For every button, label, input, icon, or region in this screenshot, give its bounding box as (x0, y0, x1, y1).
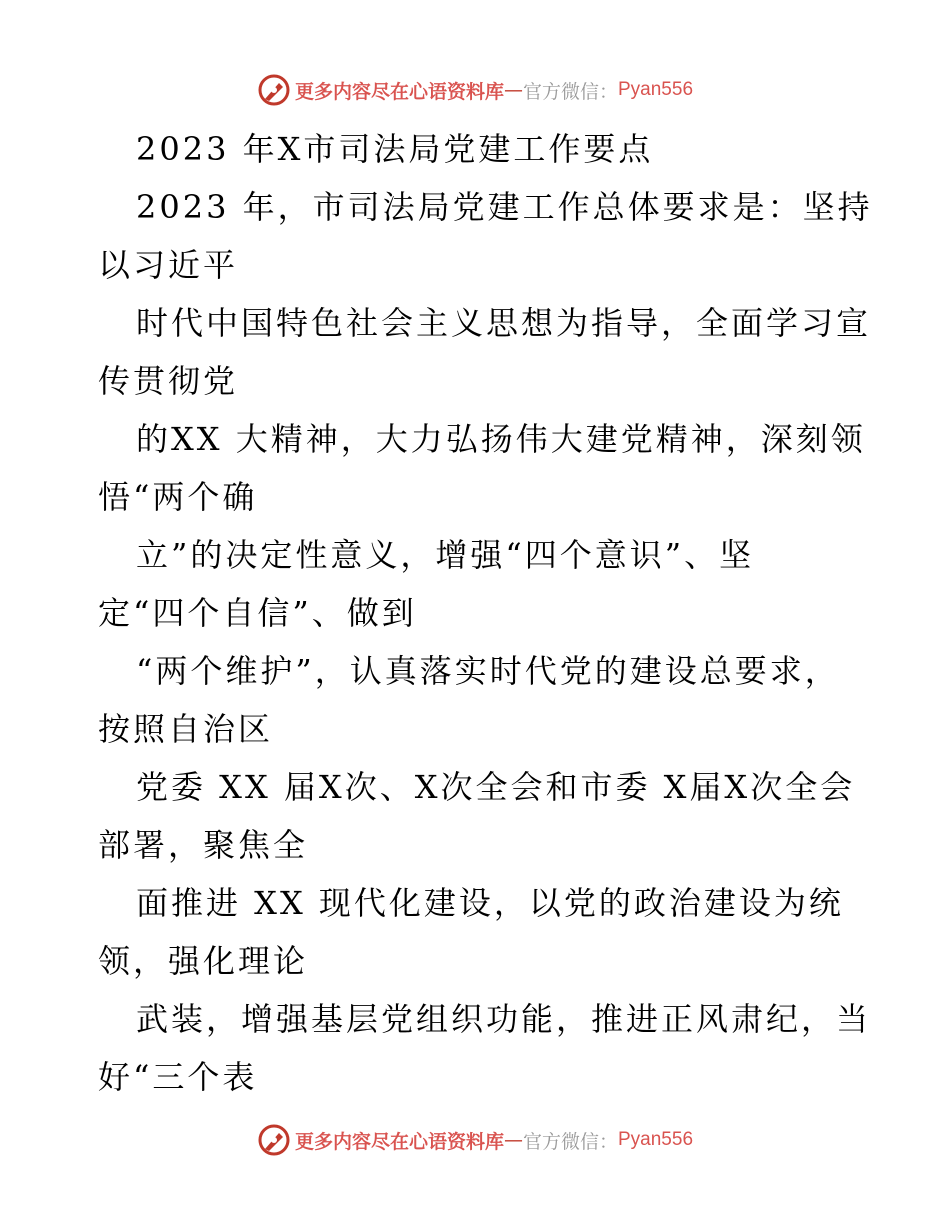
paragraph-line: 的XX 大精神，大力弘扬伟大建党精神，深刻领 (136, 420, 866, 458)
watermark-separator: — (503, 79, 523, 101)
paragraph-line: 好“三个表 (98, 1058, 258, 1096)
pen-logo-icon (257, 73, 291, 107)
watermark-separator: — (503, 1129, 523, 1151)
watermark-official: 官方微信： (522, 1130, 618, 1153)
watermark-code: Pyan556 (618, 79, 694, 100)
paragraph-line: 2023 年，市司法局党建工作总体要求是：坚持 (136, 188, 873, 226)
watermark-header (0, 70, 950, 110)
paragraph-line: 领，强化理论 (98, 942, 309, 980)
paragraph-line: 按照自治区 (98, 710, 274, 748)
paragraph-line: 党委 XX 届X次、X次全会和市委 X届X次全会 (136, 768, 856, 806)
paragraph-line: 悟“两个确 (98, 478, 258, 516)
paragraph-line: 传贯彻党 (98, 362, 239, 400)
pen-logo-icon (257, 1123, 291, 1157)
paragraph-line: 武装，增强基层党组织功能，推进正风肃纪，当 (136, 1000, 872, 1038)
paragraph-line: 部署，聚焦全 (98, 826, 309, 864)
paragraph-line: 面推进 XX 现代化建设，以党的政治建设为统 (136, 884, 844, 922)
watermark-footer (0, 1120, 950, 1160)
paragraph-line: 时代中国特色社会主义思想为指导，全面学习宣 (136, 304, 872, 342)
watermark-code: Pyan556 (618, 1129, 694, 1150)
paragraph-line: 以习近平 (98, 246, 239, 284)
document-title: 2023 年X市司法局党建工作要点 (136, 130, 654, 168)
watermark-official: 官方微信： (522, 80, 618, 103)
paragraph-line: 立”的决定性意义，增强“四个意识”、坚 (136, 536, 755, 574)
paragraph-line: “两个维护”，认真落实时代党的建设总要求， (136, 652, 840, 690)
watermark-brand: 更多内容尽在心语资料库 (294, 1130, 504, 1153)
watermark-brand: 更多内容尽在心语资料库 (294, 80, 504, 103)
paragraph-line: 定“四个自信”、做到 (98, 594, 417, 632)
